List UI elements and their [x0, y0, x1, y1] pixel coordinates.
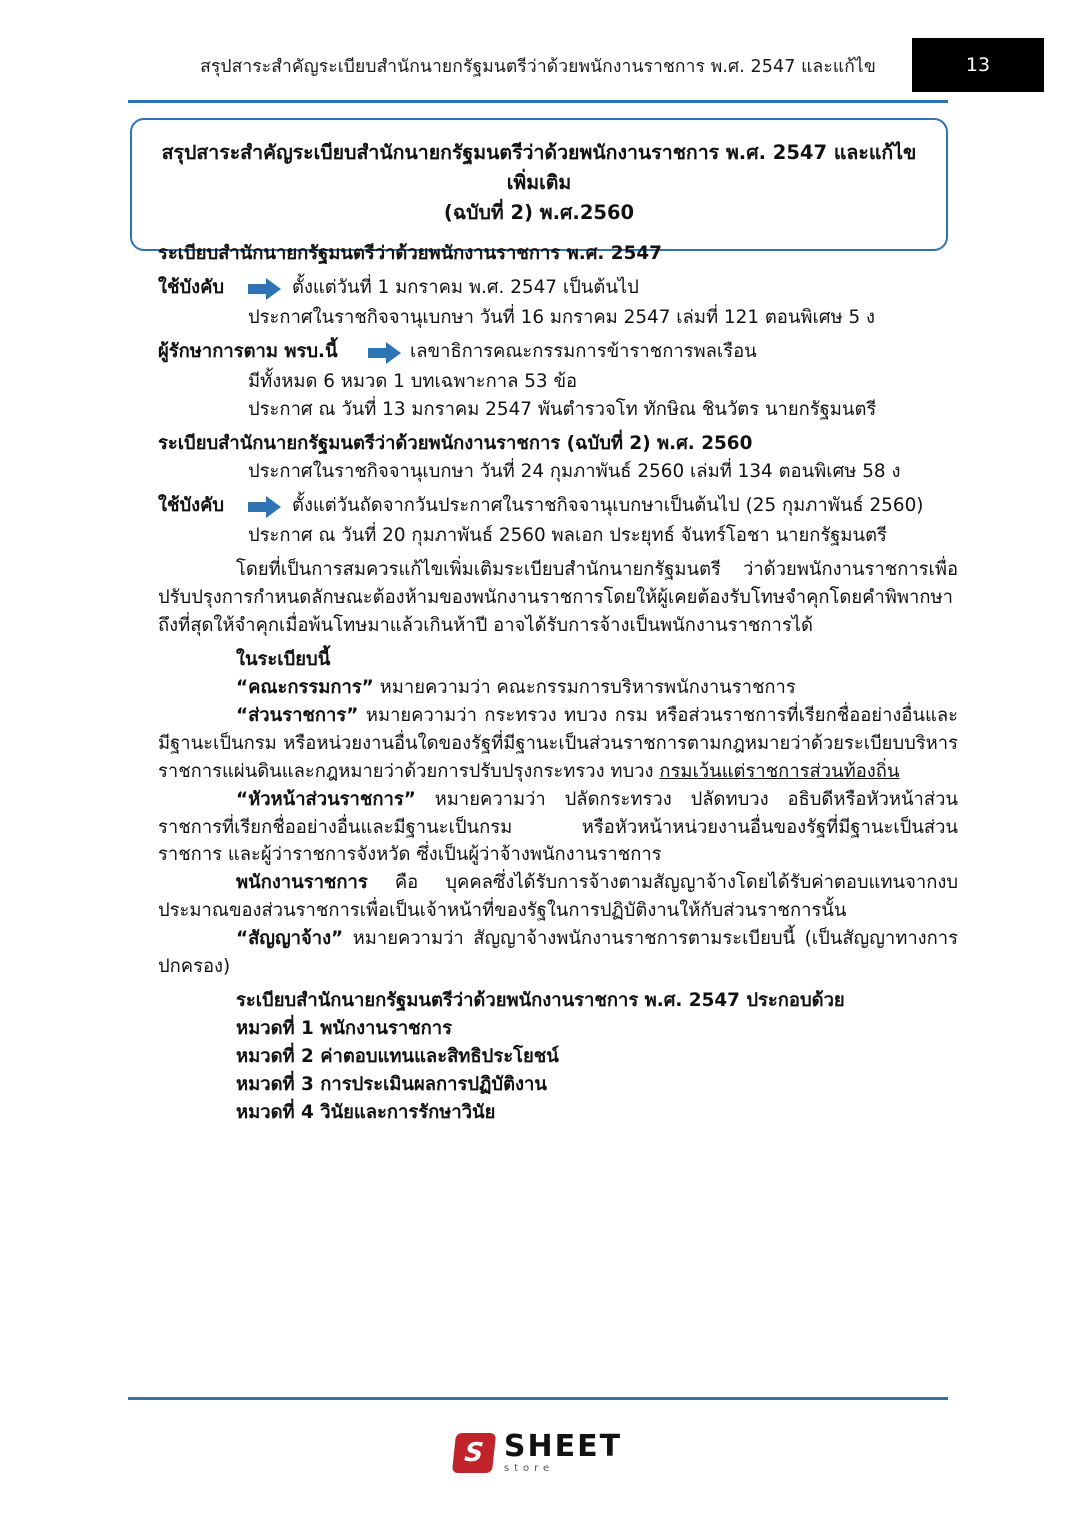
- definition-3-term: “หัวหน้าส่วนราชการ”: [236, 788, 416, 810]
- document-title-card: [130, 118, 948, 251]
- title-line-2: (ฉบับที่ 2) พ.ศ.2560: [443, 201, 635, 225]
- logo-name: SHEET: [503, 1429, 623, 1464]
- chapters-heading-tail: ประกอบด้วย: [739, 990, 845, 1012]
- definition-2: [158, 702, 958, 786]
- announcement-text-2: ประกาศ ณ วันที่ 20 กุมภาพันธ์ 2560 พลเอก ประยุทธ์ จันทร์โอชา นายกรัฐมนตรี: [248, 524, 887, 546]
- footer-divider: [128, 1397, 948, 1400]
- definition-1-term: “คณะกรรมการ”: [236, 676, 374, 698]
- document-body: [0, 240, 1076, 1127]
- section-heading-1: ระเบียบสำนักนายกรัฐมนตรีว่าด้วยพนักงานราชการ พ.ศ. 2547: [158, 243, 662, 264]
- sheet-store-logo-icon: [452, 1433, 496, 1473]
- page-header: [0, 0, 1076, 96]
- definition-5: [158, 925, 958, 981]
- definition-1-body: หมายความว่า คณะกรรมการบริหารพนักงานราชการ: [373, 676, 796, 698]
- enforcement-text-1: ตั้งแต่วันที่ 1 มกราคม พ.ศ. 2547 เป็นต้นไป: [292, 276, 639, 298]
- enforcement-row-2: [0, 492, 1076, 522]
- arrow-right-icon: [248, 278, 282, 300]
- chapters-heading: [236, 987, 966, 1015]
- label-enforcement-2: ใช้บังคับ: [158, 494, 225, 516]
- list-item: หมวดที่ 1 พนักงานราชการ: [236, 1018, 452, 1040]
- definition-5-term: “สัญญาจ้าง”: [236, 928, 344, 950]
- label-act-keeper: ผู้รักษาการตาม พรบ.นี้: [158, 340, 338, 362]
- definition-4-term: พนักงานราชการ: [236, 872, 368, 894]
- definition-3-body: หมายความว่า ปลัดกระทรวง ปลัดทบวง อธิบดีหรือหัวหน้าส่วนราชการที่เรียกชื่ออย่างอื่นและมีฐานะเป็นกรม หรือหัวหน้าหน่วยงานอื่นของรัฐที่มีฐานะเป็นส่วนราชการ และผู้ว่าราชการจังหวัด ซึ่งเป็นผู้ว่าจ้างพนักงานราชการ: [158, 788, 958, 866]
- definition-2-body: หมายความว่า กระทรวง ทบวง กรม หรือส่วนราชการที่เรียกชื่ออย่างอื่นและมีฐานะเป็นกรม หรือหน่วยงานอื่นใดของรัฐที่มีฐานะเป็นส่วนราชการตามกฎหมายว่าด้วยระเบียบบริหารราชการแผ่นดินและกฎหมายว่าด้วยการปรับปรุงกระทรวง ทบวง: [158, 704, 958, 782]
- enforcement-text-2: ตั้งแต่วันถัดจากวันประกาศในราชกิจจานุเบกษาเป็นต้นไป (25 กุมภาพันธ์ 2560): [292, 494, 924, 516]
- logo-mark-letter: S: [462, 1438, 485, 1468]
- definition-4-body: คือ บุคคลซึ่งได้รับการจ้างตามสัญญาจ้างโดยได้รับค่าตอบแทนจากงบประมาณของส่วนราชการเพื่อเป็นเจ้าหน้าที่ของรัฐในการปฏิบัติงานให้กับส่วนราชการนั้น: [158, 872, 958, 922]
- structure-text: มีทั้งหมด 6 หมวด 1 บทเฉพาะกาล 53 ข้อ: [248, 370, 578, 392]
- definitions-heading: ในระเบียบนี้: [236, 648, 331, 670]
- list-item: หมวดที่ 3 การประเมินผลการปฏิบัติงาน: [236, 1074, 547, 1096]
- section-heading-2: ระเบียบสำนักนายกรัฐมนตรีว่าด้วยพนักงานราชการ (ฉบับที่ 2) พ.ศ. 2560: [158, 432, 753, 454]
- label-enforcement-1: ใช้บังคับ: [158, 276, 225, 298]
- definition-5-body: หมายความว่า สัญญาจ้างพนักงานราชการตามระเบียบนี้ (เป็นสัญญาทางการปกครอง): [158, 928, 958, 978]
- definition-1: [158, 674, 958, 702]
- arrow-right-icon: [368, 342, 402, 364]
- page-number-badge: [912, 38, 1044, 92]
- gazette-text-2: ประกาศในราชกิจจานุเบกษา วันที่ 24 กุมภาพันธ์ 2560 เล่มที่ 134 ตอนพิเศษ 58 ง: [248, 460, 901, 482]
- header-divider: [128, 100, 948, 103]
- running-header-title: สรุปสาระสำคัญระเบียบสำนักนายกรัฐมนตรีว่าด้วยพนักงานราชการ พ.ศ. 2547 และแก้ไข: [200, 57, 876, 77]
- rationale-paragraph: โดยที่เป็นการสมควรแก้ไขเพิ่มเติมระเบียบสำนักนายกรัฐมนตรี ว่าด้วยพนักงานราชการเพื่อปรับปรุงการกำหนดลักษณะต้องห้ามของพนักงานราชการโดยให้ผู้เคยต้องรับโทษจำคุกโดยคำพิพากษาถึงที่สุดให้จำคุกเมื่อพ้นโทษมาแล้วเกินห้าปี อาจได้รับการจ้างเป็นพนักงานราชการได้: [158, 558, 958, 636]
- title-line-1: สรุปสาระสำคัญระเบียบสำนักนายกรัฐมนตรีว่าด้วยพนักงานราชการ พ.ศ. 2547 และแก้ไขเพิ่มเติม: [161, 141, 917, 195]
- enforcement-row-1: [0, 274, 1076, 304]
- arrow-right-icon: [248, 496, 282, 518]
- keeper-text: เลขาธิการคณะกรรมการข้าราชการพลเรือน: [410, 340, 757, 362]
- definition-3: [158, 786, 958, 870]
- announcement-text-1: ประกาศ ณ วันที่ 13 มกราคม 2547 พันตำรวจโท ทักษิณ ชินวัตร นายกรัฐมนตรี: [248, 398, 877, 420]
- list-item: หมวดที่ 4 วินัยและการรักษาวินัย: [236, 1102, 496, 1124]
- gazette-text-1: ประกาศในราชกิจจานุเบกษา วันที่ 16 มกราคม 2547 เล่มที่ 121 ตอนพิเศษ 5 ง: [248, 306, 876, 328]
- chapters-heading-main: ระเบียบสำนักนายกรัฐมนตรีว่าด้วยพนักงานราชการ พ.ศ. 2547: [236, 990, 740, 1012]
- definition-4: [158, 869, 958, 925]
- definition-2-underlined: กรมเว้นแต่ราชการส่วนท้องถิ่น: [659, 760, 900, 782]
- page-number: 13: [965, 54, 991, 76]
- keeper-row: [0, 338, 1076, 368]
- definition-2-term: “ส่วนราชการ”: [236, 704, 359, 726]
- list-item: หมวดที่ 2 ค่าตอบแทนและสิทธิประโยชน์: [236, 1046, 559, 1068]
- footer-logo: [0, 1429, 1076, 1474]
- logo-subtitle: store: [503, 1463, 555, 1474]
